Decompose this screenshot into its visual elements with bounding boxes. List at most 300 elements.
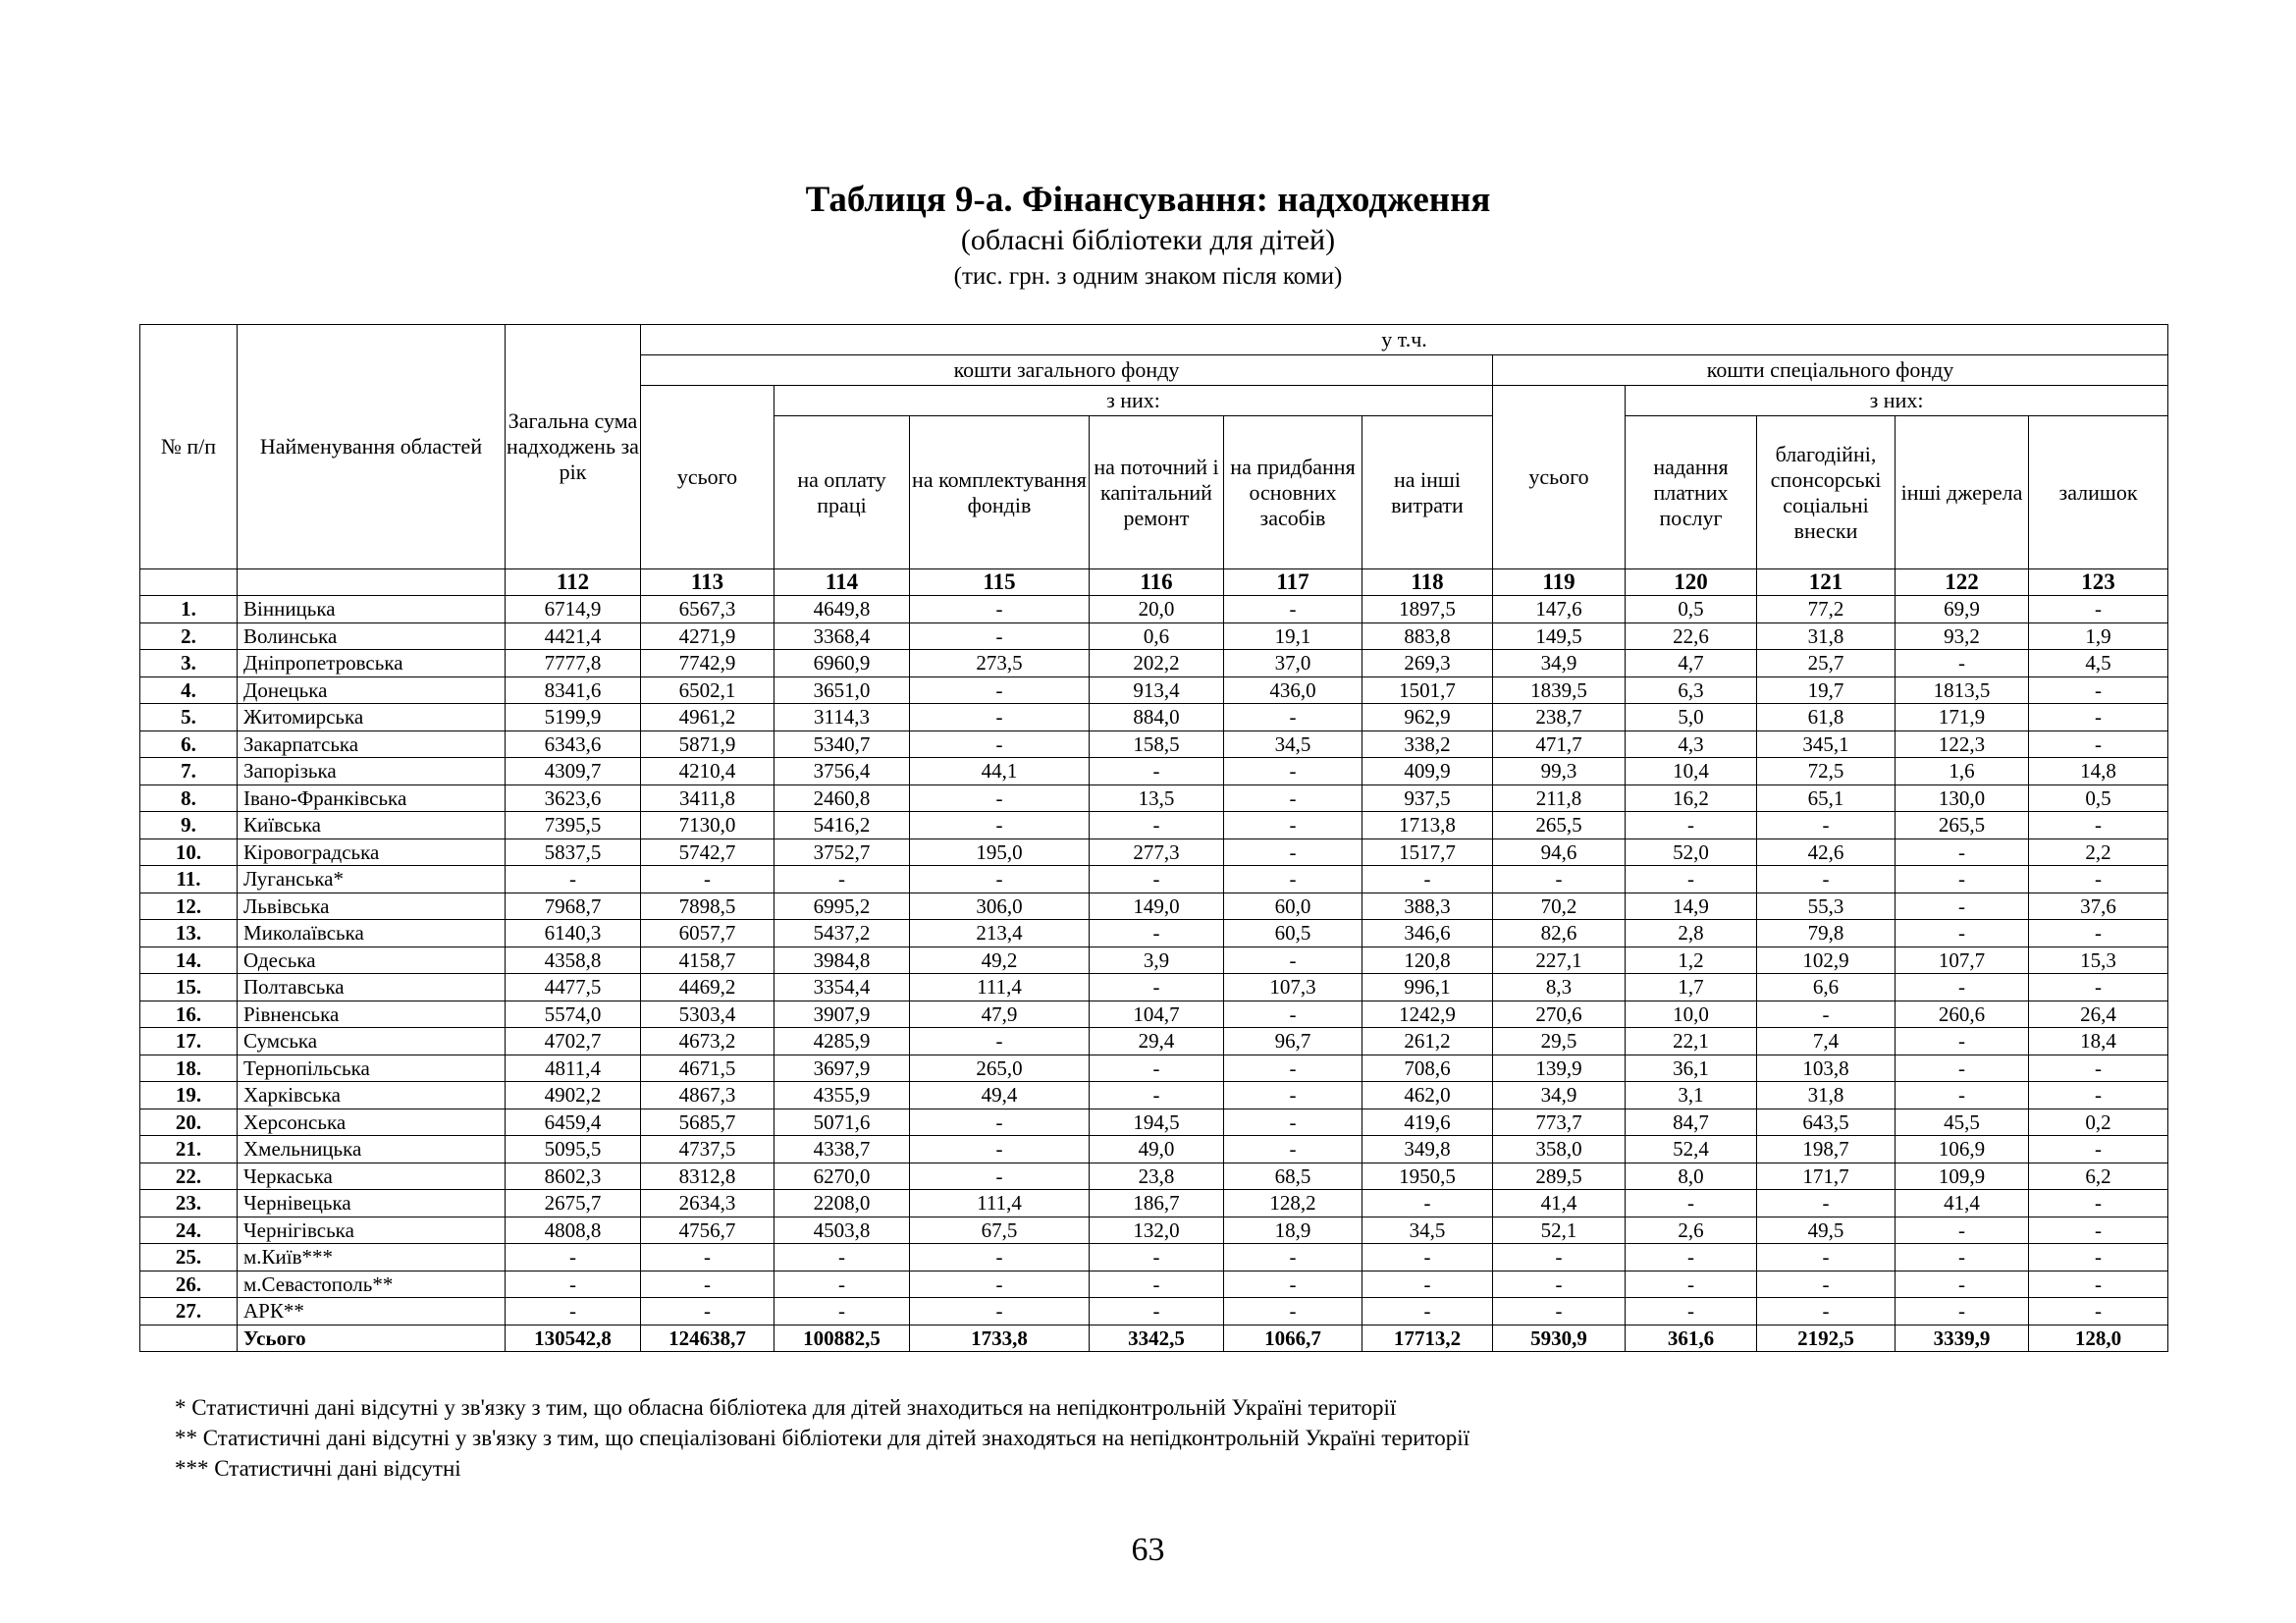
value-cell: 36,1 [1626,1055,1757,1082]
table-row [140,1082,2168,1109]
value-cell: - [1896,866,2029,893]
value-cell: 4469,2 [641,974,774,1001]
table-row [140,1136,2168,1163]
value-cell: - [1896,1028,2029,1055]
value-cell: - [2029,596,2168,623]
value-cell: 96,7 [1224,1028,1362,1055]
value-cell: - [910,676,1090,704]
row-number: 17. [140,1028,238,1055]
table-row [140,596,2168,623]
value-cell: 471,7 [1493,730,1626,758]
value-cell: - [1493,1298,1626,1325]
table-subtitle: (обласні бібліотеки для дітей) [960,224,1336,256]
table-row [140,866,2168,893]
value-cell: 4355,9 [774,1082,910,1109]
value-cell: 338,2 [1362,730,1493,758]
value-cell: 49,4 [910,1082,1090,1109]
value-cell: 7742,9 [641,650,774,677]
row-number: 14. [140,947,238,974]
value-cell: - [774,1271,910,1298]
value-cell: 42,6 [1757,839,1896,866]
value-cell: 111,4 [910,1190,1090,1217]
value-cell: 198,7 [1757,1136,1896,1163]
value-cell: 3756,4 [774,758,910,785]
value-cell: 8341,6 [506,676,641,704]
value-cell: 345,1 [1757,730,1896,758]
header-col: на комплектування фондів [910,416,1090,569]
value-cell: 13,5 [1090,784,1224,812]
region-name: Херсонська [238,1109,506,1136]
value-cell: 52,4 [1626,1136,1757,1163]
value-cell: 70,2 [1493,893,1626,920]
column-code: 116 [1090,569,1224,596]
table-row [140,839,2168,866]
value-cell: 15,3 [2029,947,2168,974]
value-cell: - [1896,1217,2029,1244]
value-cell: 708,6 [1362,1055,1493,1082]
value-cell: 8602,3 [506,1163,641,1190]
row-number: 21. [140,1136,238,1163]
value-cell: 2675,7 [506,1190,641,1217]
value-cell: 4737,5 [641,1136,774,1163]
row-number: 15. [140,974,238,1001]
table-row [140,1190,2168,1217]
value-cell: 132,0 [1090,1217,1224,1244]
value-cell: 22,6 [1626,622,1757,650]
value-cell: 1066,7 [1224,1325,1362,1352]
region-name: Черкаська [238,1163,506,1190]
value-cell: - [2029,1271,2168,1298]
value-cell: - [1362,1190,1493,1217]
value-cell: 99,3 [1493,758,1626,785]
table-row [140,1298,2168,1325]
value-cell: - [1896,974,2029,1001]
value-cell: 3984,8 [774,947,910,974]
value-cell: 4867,3 [641,1082,774,1109]
value-cell: 4,3 [1626,730,1757,758]
table-row [140,1244,2168,1271]
region-name: Хмельницька [238,1136,506,1163]
value-cell: - [1896,1271,2029,1298]
value-cell: 913,4 [1090,676,1224,704]
value-cell: - [2029,1136,2168,1163]
value-cell: - [910,596,1090,623]
value-cell: 1897,5 [1362,596,1493,623]
value-cell: - [1224,784,1362,812]
value-cell: - [1090,1271,1224,1298]
value-cell: 5742,7 [641,839,774,866]
value-cell: 4673,2 [641,1028,774,1055]
value-cell: 158,5 [1090,730,1224,758]
value-cell: 5199,9 [506,704,641,731]
value-cell: 34,5 [1224,730,1362,758]
value-cell: 18,9 [1224,1217,1362,1244]
value-cell: 41,4 [1493,1190,1626,1217]
value-cell: 68,5 [1224,1163,1362,1190]
value-cell: 213,4 [910,920,1090,947]
value-cell: 238,7 [1493,704,1626,731]
value-cell: - [1896,1244,2029,1271]
value-cell: 34,9 [1493,1082,1626,1109]
value-cell: - [1224,596,1362,623]
value-cell: 5685,7 [641,1109,774,1136]
value-cell: 6567,3 [641,596,774,623]
value-cell: 996,1 [1362,974,1493,1001]
header-col: на поточний і капітальний ремонт [1090,416,1224,569]
value-cell: 147,6 [1493,596,1626,623]
value-cell: - [2029,974,2168,1001]
value-cell: - [1224,1001,1362,1028]
value-cell: 1839,5 [1493,676,1626,704]
value-cell: 6057,7 [641,920,774,947]
value-cell: 884,0 [1090,704,1224,731]
value-cell: 3339,9 [1896,1325,2029,1352]
value-cell: - [1224,1298,1362,1325]
table-row [140,1001,2168,1028]
value-cell: - [1626,1244,1757,1271]
value-cell: 45,5 [1896,1109,2029,1136]
value-cell: - [2029,1298,2168,1325]
value-cell: 44,1 [910,758,1090,785]
value-cell: - [1757,1271,1896,1298]
value-cell: 17713,2 [1362,1325,1493,1352]
row-number: 4. [140,676,238,704]
row-number: 8. [140,784,238,812]
value-cell: - [1626,812,1757,839]
value-cell: - [506,1298,641,1325]
value-cell: 8,0 [1626,1163,1757,1190]
value-cell: 270,6 [1493,1001,1626,1028]
value-cell: 260,6 [1896,1001,2029,1028]
row-number [140,1325,238,1352]
row-number: 11. [140,866,238,893]
value-cell: 6343,6 [506,730,641,758]
value-cell: - [641,1271,774,1298]
value-cell: 37,0 [1224,650,1362,677]
value-cell: 79,8 [1757,920,1896,947]
value-cell: 1950,5 [1362,1163,1493,1190]
value-cell: - [1090,920,1224,947]
table-row [140,947,2168,974]
value-cell: - [506,1244,641,1271]
value-cell: 3907,9 [774,1001,910,1028]
value-cell: - [1896,893,2029,920]
value-cell: 102,9 [1757,947,1896,974]
value-cell: - [774,1298,910,1325]
value-cell: 4210,4 [641,758,774,785]
value-cell: 1501,7 [1362,676,1493,704]
value-cell: 5837,5 [506,839,641,866]
value-cell: 34,5 [1362,1217,1493,1244]
value-cell: 306,0 [910,893,1090,920]
value-cell: 120,8 [1362,947,1493,974]
value-cell: 0,5 [2029,784,2168,812]
value-cell: 6140,3 [506,920,641,947]
value-cell: 7968,7 [506,893,641,920]
value-cell: - [1224,1082,1362,1109]
value-cell: - [910,1136,1090,1163]
value-cell: 4338,7 [774,1136,910,1163]
value-cell: 4358,8 [506,947,641,974]
footnote: ** Статистичні дані відсутні у зв'язку з тим, що спеціалізовані бібліотеки для дітей знаходяться на непідконтрольній Україні території [175,1426,1470,1450]
value-cell: - [2029,676,2168,704]
column-code: 123 [2029,569,2168,596]
value-cell: 8312,8 [641,1163,774,1190]
value-cell: - [641,866,774,893]
row-number: 23. [140,1190,238,1217]
value-cell: 883,8 [1362,622,1493,650]
value-cell: - [2029,1055,2168,1082]
row-number: 22. [140,1163,238,1190]
value-cell: 52,1 [1493,1217,1626,1244]
header-incl: у т.ч. [641,325,2168,355]
column-code: 118 [1362,569,1493,596]
table-row [140,1217,2168,1244]
header-col: надання платних послуг [1626,416,1757,569]
value-cell: - [1757,1001,1896,1028]
value-cell: 10,0 [1626,1001,1757,1028]
value-cell: 4808,8 [506,1217,641,1244]
value-cell: 77,2 [1757,596,1896,623]
value-cell: 29,5 [1493,1028,1626,1055]
value-cell: - [1224,866,1362,893]
value-cell: - [1224,1109,1362,1136]
row-number: 18. [140,1055,238,1082]
table-row [140,893,2168,920]
row-number: 3. [140,650,238,677]
table-row [140,920,2168,947]
value-cell: 5,0 [1626,704,1757,731]
region-name: Донецька [238,676,506,704]
value-cell: - [910,730,1090,758]
value-cell: 4811,4 [506,1055,641,1082]
value-cell: - [1090,758,1224,785]
value-cell: - [1896,650,2029,677]
value-cell: - [1090,1055,1224,1082]
row-number: 10. [140,839,238,866]
value-cell: 6270,0 [774,1163,910,1190]
value-cell: 273,5 [910,650,1090,677]
value-cell: 2192,5 [1757,1325,1896,1352]
value-cell: 4,7 [1626,650,1757,677]
value-cell: 0,6 [1090,622,1224,650]
value-cell: - [910,1109,1090,1136]
value-cell: 361,6 [1626,1325,1757,1352]
value-cell: 4477,5 [506,974,641,1001]
value-cell: - [1224,704,1362,731]
value-cell: - [2029,1082,2168,1109]
value-cell: - [910,812,1090,839]
value-cell: 1,6 [1896,758,2029,785]
region-name: Житомирська [238,704,506,731]
header-general-of-which: з них: [774,386,1493,416]
value-cell: 2634,3 [641,1190,774,1217]
table-row [140,784,2168,812]
value-cell: 128,0 [2029,1325,2168,1352]
value-cell: 186,7 [1090,1190,1224,1217]
value-cell: - [1493,866,1626,893]
table-row [140,1271,2168,1298]
header-total-income: Загальна сума надходжень за рік [506,325,641,569]
region-name: Івано-Франківська [238,784,506,812]
value-cell: - [641,1298,774,1325]
value-cell: 3,1 [1626,1082,1757,1109]
header-special-of-which: з них: [1626,386,2168,416]
value-cell: 265,0 [910,1055,1090,1082]
value-cell: 194,5 [1090,1109,1224,1136]
row-number: 13. [140,920,238,947]
value-cell: 195,0 [910,839,1090,866]
value-cell: 22,1 [1626,1028,1757,1055]
value-cell: 7777,8 [506,650,641,677]
value-cell: - [2029,704,2168,731]
value-cell: 346,6 [1362,920,1493,947]
value-cell: 4158,7 [641,947,774,974]
row-number: 9. [140,812,238,839]
value-cell: 47,9 [910,1001,1090,1028]
total-row [140,1325,2168,1352]
value-cell: 643,5 [1757,1109,1896,1136]
value-cell: - [910,1244,1090,1271]
value-cell: 0,2 [2029,1109,2168,1136]
row-number: 26. [140,1271,238,1298]
value-cell: 773,7 [1493,1109,1626,1136]
value-cell: 109,9 [1896,1163,2029,1190]
value-cell: 3651,0 [774,676,910,704]
column-code: 113 [641,569,774,596]
value-cell: 5340,7 [774,730,910,758]
region-name: Волинська [238,622,506,650]
value-cell: - [1224,1136,1362,1163]
value-cell: - [2029,1244,2168,1271]
value-cell: - [1626,1298,1757,1325]
column-code: 122 [1896,569,2029,596]
header-col: благодійні, спонсорські соціальні внески [1757,416,1896,569]
value-cell: - [2029,920,2168,947]
value-cell: 6,3 [1626,676,1757,704]
column-code: 115 [910,569,1090,596]
value-cell: 31,8 [1757,622,1896,650]
value-cell: 6714,9 [506,596,641,623]
value-cell: - [1224,839,1362,866]
value-cell: 277,3 [1090,839,1224,866]
value-cell: 107,7 [1896,947,2029,974]
region-name: м.Київ*** [238,1244,506,1271]
row-number: 5. [140,704,238,731]
value-cell: - [506,1271,641,1298]
value-cell: 130542,8 [506,1325,641,1352]
region-name: Тернопільська [238,1055,506,1082]
value-cell: 3411,8 [641,784,774,812]
value-cell: 122,3 [1896,730,2029,758]
value-cell: 5303,4 [641,1001,774,1028]
table-title: Таблиця 9-а. Фінансування: надходження [805,180,1491,220]
value-cell: 8,3 [1493,974,1626,1001]
table-row [140,676,2168,704]
value-cell: - [1896,1082,2029,1109]
region-name: Усього [238,1325,506,1352]
value-cell: 265,5 [1493,812,1626,839]
value-cell: 19,1 [1224,622,1362,650]
value-cell: 3,9 [1090,947,1224,974]
column-code: 121 [1757,569,1896,596]
row-number: 24. [140,1217,238,1244]
row-number: 12. [140,893,238,920]
region-name: Рівненська [238,1001,506,1028]
region-name: Закарпатська [238,730,506,758]
value-cell: 49,2 [910,947,1090,974]
table-row [140,650,2168,677]
region-name: Кіровоградська [238,839,506,866]
value-cell: - [910,1028,1090,1055]
column-code: 112 [506,569,641,596]
value-cell: - [910,866,1090,893]
value-cell: 3368,4 [774,622,910,650]
value-cell: 419,6 [1362,1109,1493,1136]
row-number: 20. [140,1109,238,1136]
value-cell: - [1757,1298,1896,1325]
table-row [140,812,2168,839]
value-cell: 0,5 [1626,596,1757,623]
value-cell: - [910,1271,1090,1298]
region-name: Луганська* [238,866,506,893]
region-name: Вінницька [238,596,506,623]
row-number: 27. [140,1298,238,1325]
value-cell: 104,7 [1090,1001,1224,1028]
value-cell: 2208,0 [774,1190,910,1217]
value-cell: 19,7 [1757,676,1896,704]
value-cell: 18,4 [2029,1028,2168,1055]
value-cell: - [910,622,1090,650]
value-cell: 4702,7 [506,1028,641,1055]
value-cell: 31,8 [1757,1082,1896,1109]
value-cell: - [1362,1271,1493,1298]
value-cell: - [910,704,1090,731]
value-cell: - [1757,812,1896,839]
region-name: Дніпропетровська [238,650,506,677]
value-cell: 4,5 [2029,650,2168,677]
value-cell: 16,2 [1626,784,1757,812]
value-cell: 3697,9 [774,1055,910,1082]
column-code: 117 [1224,569,1362,596]
table-row [140,730,2168,758]
region-name: Чернігівська [238,1217,506,1244]
value-cell: 1242,9 [1362,1001,1493,1028]
value-cell: - [2029,1190,2168,1217]
value-cell: 10,4 [1626,758,1757,785]
value-cell: 4309,7 [506,758,641,785]
value-cell: 130,0 [1896,784,2029,812]
value-cell: - [1224,1244,1362,1271]
table-row [140,758,2168,785]
value-cell: 6,2 [2029,1163,2168,1190]
value-cell: 358,0 [1493,1136,1626,1163]
region-name: Сумська [238,1028,506,1055]
value-cell: 5416,2 [774,812,910,839]
value-cell: 171,9 [1896,704,2029,731]
value-cell: - [1224,812,1362,839]
row-number: 16. [140,1001,238,1028]
code-cell-empty [140,569,238,596]
value-cell: 462,0 [1362,1082,1493,1109]
value-cell: 82,6 [1493,920,1626,947]
value-cell: 29,4 [1090,1028,1224,1055]
value-cell: 5574,0 [506,1001,641,1028]
header-general-total: усього [641,386,774,569]
value-cell: - [1362,1244,1493,1271]
value-cell: 7,4 [1757,1028,1896,1055]
row-number: 6. [140,730,238,758]
